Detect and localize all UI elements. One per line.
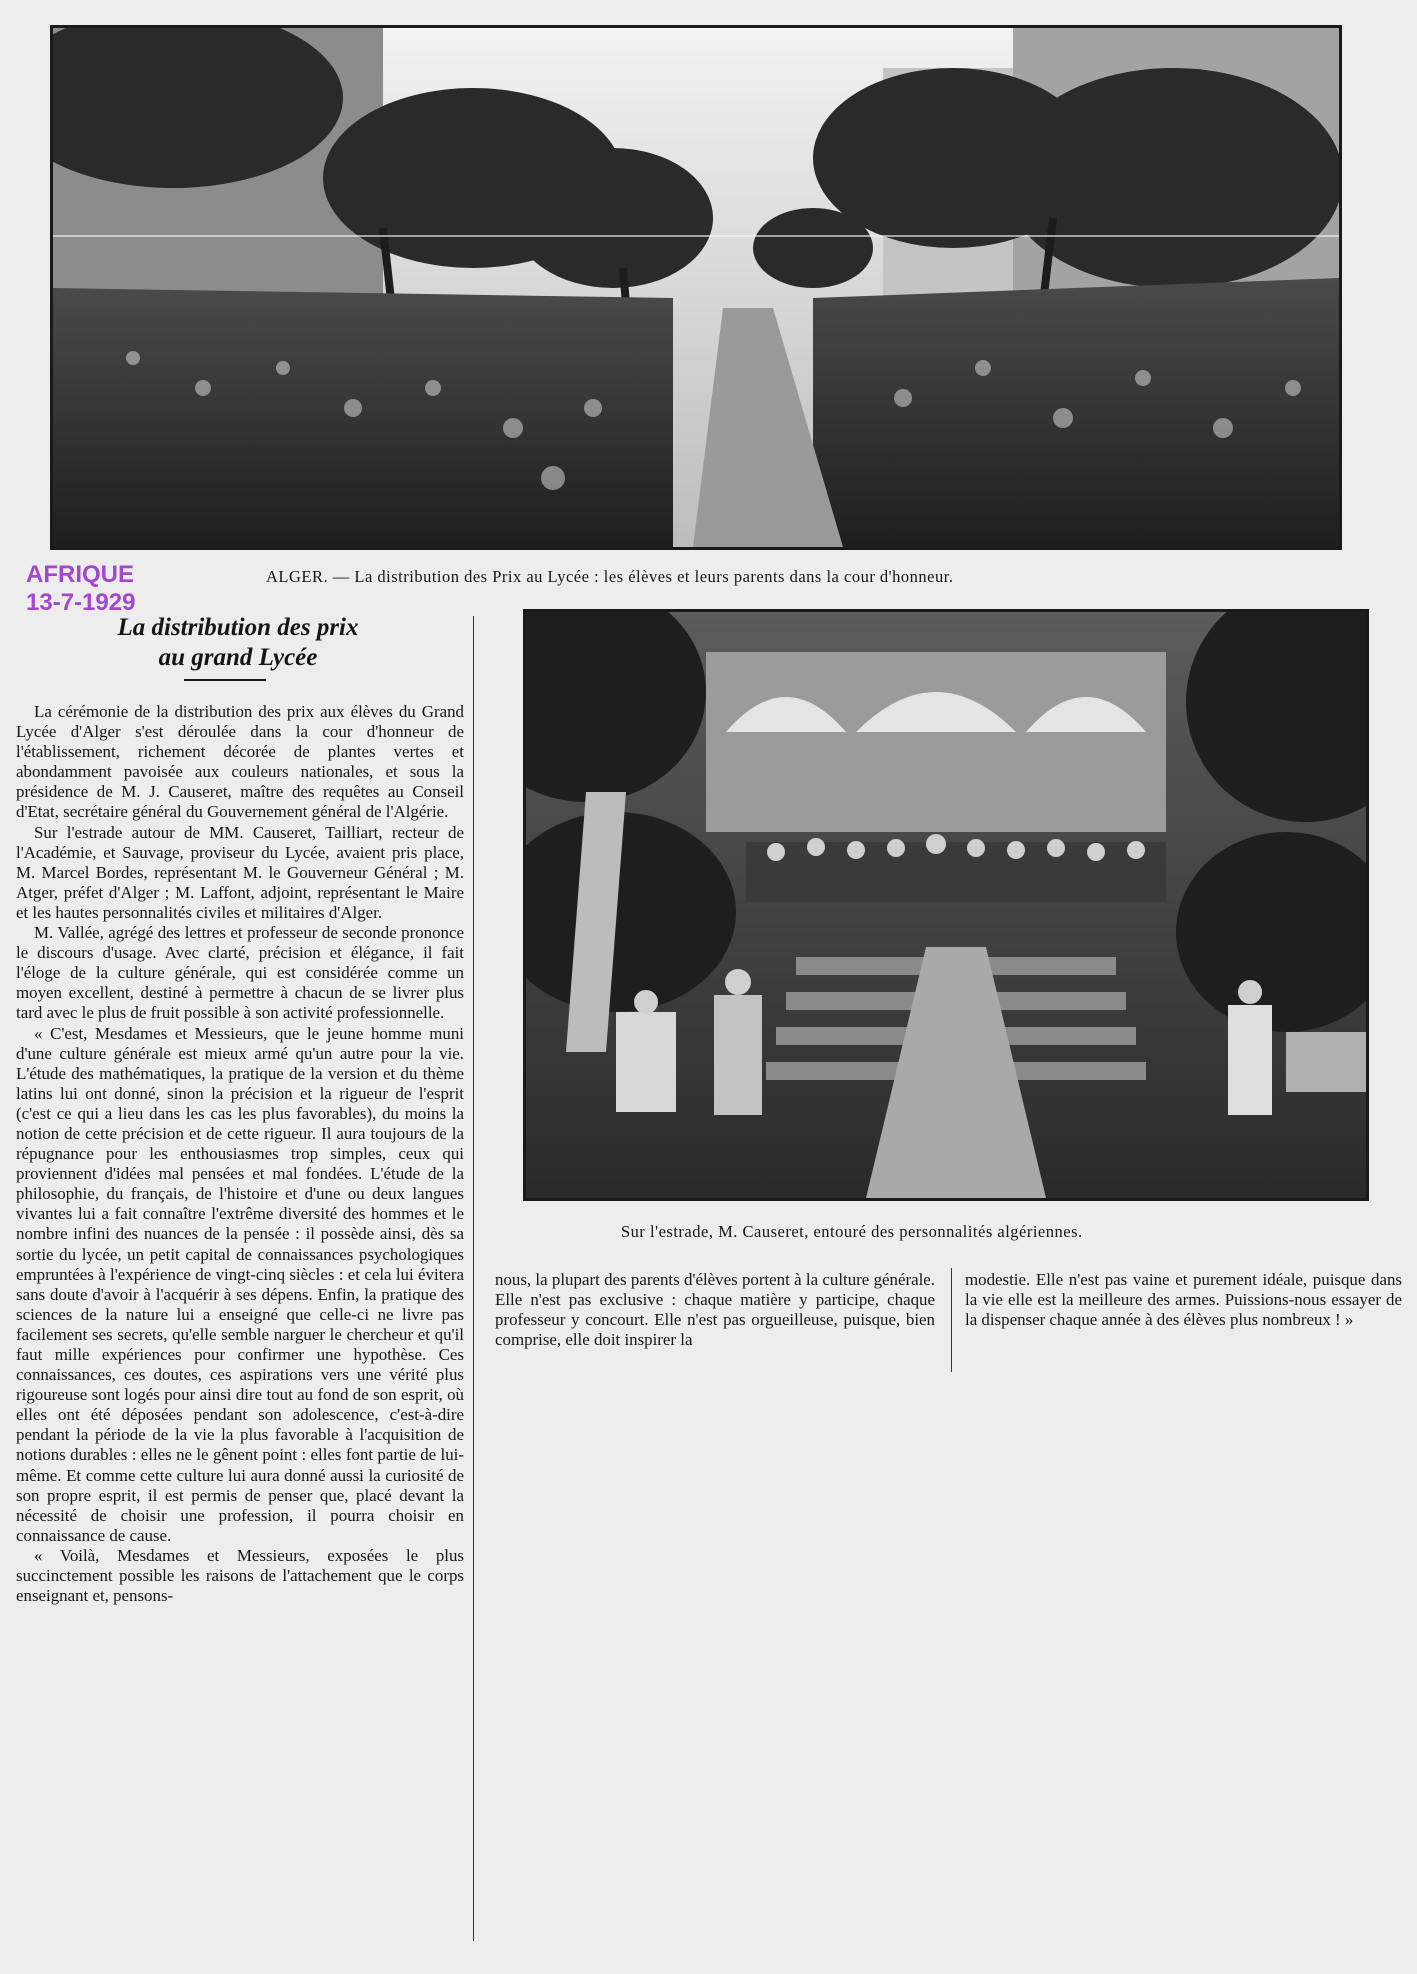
stage-photo-caption: Sur l'estrade, M. Causeret, entouré des personnalités algériennes. [621,1222,1083,1241]
stage-photo [523,609,1369,1201]
paragraph-continued-3: modestie. Elle n'est pas vaine et purement idéale, puisque dans la vie elle est la meilleure des armes. Puissions-nous essayer de la dispenser chaque année à des élèves plus nombreux ! » [965,1270,1402,1330]
article-column-1 [16,702,464,1606]
column-rule-2 [951,1268,952,1372]
paragraph-3: M. Vallée, agrégé des lettres et professeur de seconde prononce le discours d'usage. Avec clarté, précision et élégance, il fait l'éloge de la culture générale, qui est considérée comme un moyen excellent, destiné à permettre à chacun de se livrer plus tard avec le plus de fruit possible à son activité professionnelle. [16,923,464,1023]
archive-stamp [26,561,135,617]
paragraph-2: Sur l'estrade autour de MM. Causeret, Tailliart, recteur de l'Académie, et Sauvage, proviseur du Lycée, avaient pris place, M. Marcel Bordes, représentant M. le Gouverneur Général ; M. Atger, préfet d'Alger ; M. Laffont, adjoint, représentant le Maire et les hautes personnalités civiles et militaires d'Alger. [16,822,464,922]
article-headline [58,613,418,673]
paragraph-continued-2: nous, la plupart des parents d'élèves portent à la culture générale. Elle n'est pas exclusive : chaque matière y participe, chaque professeur y concourt. Elle n'est pas orgueilleuse, puisque, bien comprise, elle doit inspirer la [495,1270,935,1350]
paragraph-1: La cérémonie de la distribution des prix aux élèves du Grand Lycée d'Alger s'est déroulée dans la cour d'honneur de l'établissement, richement décorée de plantes vertes et abondamment pavoisée aux couleurs nationales, et sous la présidence de M. J. Causeret, maître des requêtes au Conseil d'Etat, secrétaire général du Gouvernement général de l'Algérie. [16,702,464,822]
column-rule-1 [473,616,474,1941]
headline-rule [184,679,266,681]
courtyard-photo-caption: ALGER. — La distribution des Prix au Lycée : les élèves et leurs parents dans la cour d'honneur. [266,567,954,586]
headline-line-2: au grand Lycée [158,644,318,671]
article-column-3 [965,1270,1402,1330]
paragraph-4: « C'est, Mesdames et Messieurs, que le jeune homme muni d'une culture générale est mieux armé qu'un autre pour la vie. L'étude des mathématiques, la pratique de la version et du thème latins lui ont donné, sinon la précision et la rigueur de l'esprit (c'est ce qui a lieu dans les cas les plus favorables), du moins la notion de cette précision et de cette rigueur. Il aura toujours de la répugnance pour les enthousiasmes trop simples, ceux qui proviennent d'idées mal pensées et mal fondées. L'étude de la philosophie, du français, de l'histoire et d'une ou deux langues vivantes lui a fait connaître l'extrême diversité des hommes et le nombre infini des nuances de la pensée : il possède ainsi, dès sa sortie du lycée, un petit capital de connaissances psychologiques empruntées à l'expérience de vingt-cinq siècles : et cela lui évitera sans doute d'avoir à l'acquérir à ses dépens. Enfin, la pratique des sciences de la nature lui a enseigné que celle-ci ne livre pas facilement ses secrets, qu'elle semble narguer le chercheur et qu'il faut mille expériences pour confirmer une hypothèse. Ces connaissances, ces doutes, ces aspirations vers une vérité plus rigoureuse sont logés pour ainsi dire tout au fond de son esprit, où elles ont été déposées pendant son adolescence, c'est-à-dire pendant la période de la vie la plus favorable à l'acquisition de notions durables : elles ne le gênent point : elles font partie de lui-même. Et comme cette culture lui aura donné aussi la curiosité de son propre esprit, il est permis de penser que, placé devant la nécessité de choisir une profession, il pourra choisir en connaissance de cause. [16,1023,464,1545]
courtyard-photo [50,25,1342,550]
paragraph-5: « Voilà, Mesdames et Messieurs, exposées le plus succinctement possible les raisons de l'attachement que le corps enseignant et, pensons- [16,1545,464,1606]
stamp-region: AFRIQUE [26,561,134,588]
headline-line-1: La distribution des prix [117,614,359,641]
stamp-date: 13-7-1929 [26,589,136,616]
article-column-2 [495,1270,935,1350]
